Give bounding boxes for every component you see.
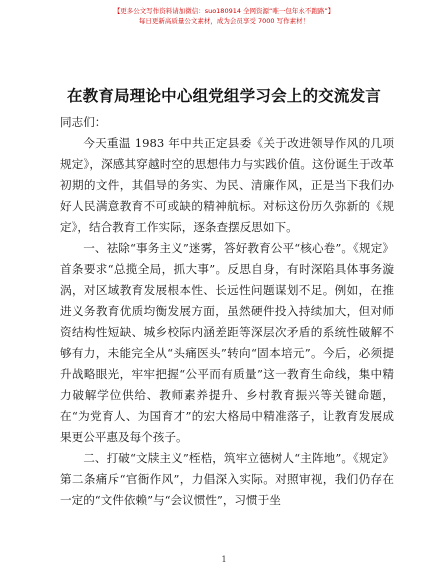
- paragraph-section-2: 二、打破“文牍主义”桎梏，筑牢立德树人“主阵地”。《规定》第二条痛斥“官衙作风”，力倡深入实际。对照审视，我们仍存在一定的“文件依赖”与“会议惯性”，习惯于坐: [60, 451, 394, 507]
- document-title: 在教育局理论中心组党组学习会上的交流发言: [66, 87, 381, 105]
- banner-line-2: 每日更新高质量公文素材，成为会员享受 7000 写作素材！: [138, 17, 310, 25]
- banner-line-1: 【更多公文写作资料请加微信：suo180914 全网资源“唯一包年永不跑路”】: [113, 7, 335, 15]
- header-banner: [0, 6, 448, 26]
- paragraph-section-1: 一、祛除“事务主义”迷雾，答好教育公平“核心卷”。《规定》首条要求“总揽全局，抓大事”。反思自身，有时深陷具体事务漩涡，对区域教育发展根本性、长远性问题谋划不足。例如，在推进义务教育优质均衡发展方面，虽然硬件投入持续加大，但对师资结构性短缺、城乡校际内涵差距等深层次矛盾的系统性破解不够有力，未能完全从“头痛医头”转向“固本培元”。今后，必须提升战略眼光，牢牢把握“公平而有质量”这一教育生命线，集中精力破解学位供给、教师素养提升、乡村教育振兴等关键命题，在“为党育人、为国育才”的宏大格局中精准落子，让教育发展成果更公平惠及每个孩子。: [60, 241, 394, 444]
- document-body: [60, 112, 394, 511]
- salutation: 同志们：: [60, 115, 107, 129]
- page-number: 1: [221, 555, 227, 564]
- paragraph-intro: 今天重温 1983 年中共正定县委《关于改进领导作风的几项规定》，深感其穿越时空的思想伟力与实践价值。这份诞生于改革初期的文件，其倡导的务实、为民、清廉作风，正是当下我们办好人民满意教育不可或缺的精神航标。对标这份历久弥新的《规定》，结合教育工作实际，逐条查摆反思如下。: [60, 136, 394, 234]
